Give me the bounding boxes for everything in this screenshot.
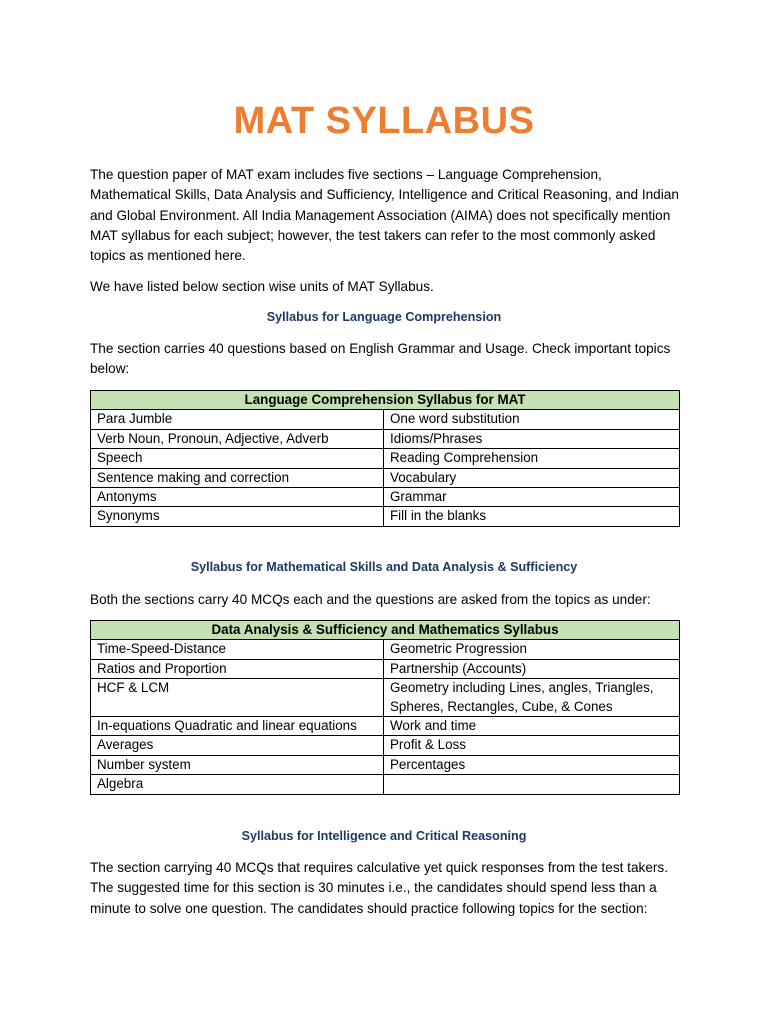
table-cell: Work and time bbox=[384, 717, 680, 736]
table-row bbox=[91, 507, 680, 526]
table-row bbox=[91, 679, 680, 717]
table-cell: HCF & LCM bbox=[91, 679, 384, 717]
table-cell: Grammar bbox=[384, 488, 680, 507]
math-table-body bbox=[91, 640, 680, 794]
table-cell: Partnership (Accounts) bbox=[384, 659, 680, 678]
table-cell: Idioms/Phrases bbox=[384, 429, 680, 448]
table-cell: Speech bbox=[91, 449, 384, 468]
reasoning-section-heading: Syllabus for Intelligence and Critical Reasoning bbox=[241, 829, 527, 843]
table-cell: Sentence making and correction bbox=[91, 468, 384, 487]
table-cell: Antonyms bbox=[91, 488, 384, 507]
listed-below-paragraph: We have listed below section wise units of MAT Syllabus. bbox=[90, 279, 434, 294]
math-section-heading: Syllabus for Mathematical Skills and Data Analysis & Sufficiency bbox=[190, 560, 578, 574]
math-table-title: Data Analysis & Sufficiency and Mathematics Syllabus bbox=[91, 621, 680, 640]
language-description: The section carries 40 questions based on English Grammar and Usage. Check important topics below: bbox=[90, 341, 671, 377]
table-row bbox=[91, 717, 680, 736]
table-cell: Vocabulary bbox=[384, 468, 680, 487]
table-cell bbox=[384, 775, 680, 794]
language-section-heading: Syllabus for Language Comprehension bbox=[266, 310, 502, 324]
table-row bbox=[91, 736, 680, 755]
language-syllabus-table bbox=[90, 390, 680, 527]
table-row bbox=[91, 429, 680, 448]
math-syllabus-table bbox=[90, 620, 680, 795]
table-row bbox=[91, 488, 680, 507]
intro-paragraph: The question paper of MAT exam includes five sections – Language Comprehension, Mathematical Skills, Data Analysis and Sufficiency, Intelligence and Critical Reasoning, and Indian and Global Environment. All India Management Association (AIMA) does not specifically mention MAT syllabus for each subject; however, the test takers can refer to the most commonly asked topics as mentioned here. bbox=[90, 167, 679, 264]
table-row bbox=[91, 410, 680, 429]
table-cell: Profit & Loss bbox=[384, 736, 680, 755]
table-row bbox=[91, 755, 680, 774]
table-cell: Averages bbox=[91, 736, 384, 755]
table-row bbox=[91, 449, 680, 468]
table-cell: Fill in the blanks bbox=[384, 507, 680, 526]
table-cell: In-equations Quadratic and linear equations bbox=[91, 717, 384, 736]
table-cell: One word substitution bbox=[384, 410, 680, 429]
page-title: MAT SYLLABUS bbox=[233, 100, 535, 142]
table-cell: Geometry including Lines, angles, Triangles, Spheres, Rectangles, Cube, & Cones bbox=[384, 679, 680, 717]
table-cell: Reading Comprehension bbox=[384, 449, 680, 468]
table-row bbox=[91, 468, 680, 487]
reasoning-description: The section carrying 40 MCQs that requires calculative yet quick responses from the test takers. The suggested time for this section is 30 minutes i.e., the candidates should spend less than a minute to solve one question. The candidates should practice following topics for the section: bbox=[90, 860, 668, 916]
language-table-body bbox=[91, 410, 680, 526]
table-cell: Algebra bbox=[91, 775, 384, 794]
table-cell: Geometric Progression bbox=[384, 640, 680, 659]
table-cell: Synonyms bbox=[91, 507, 384, 526]
table-row bbox=[91, 640, 680, 659]
math-description: Both the sections carry 40 MCQs each and the questions are asked from the topics as under: bbox=[90, 592, 651, 607]
table-cell: Verb Noun, Pronoun, Adjective, Adverb bbox=[91, 429, 384, 448]
table-cell: Time-Speed-Distance bbox=[91, 640, 384, 659]
table-row bbox=[91, 775, 680, 794]
table-cell: Para Jumble bbox=[91, 410, 384, 429]
language-table-title: Language Comprehension Syllabus for MAT bbox=[91, 391, 680, 410]
table-cell: Number system bbox=[91, 755, 384, 774]
table-cell: Percentages bbox=[384, 755, 680, 774]
table-row bbox=[91, 659, 680, 678]
table-cell: Ratios and Proportion bbox=[91, 659, 384, 678]
